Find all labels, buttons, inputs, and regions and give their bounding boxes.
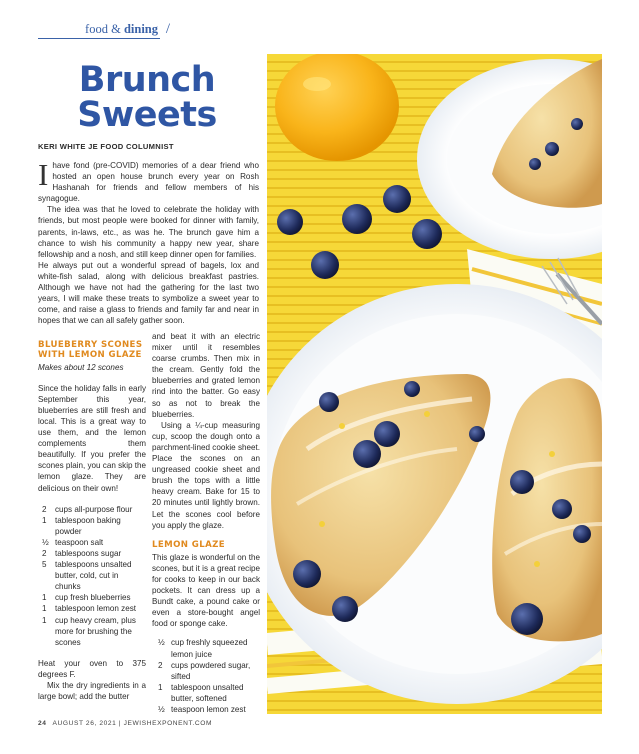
ingredient-item: ½ teaspoon salt <box>42 537 104 547</box>
recipe-intro: Since the holiday falls in early September this year, blueberries are still fresh and local. This is a great way to use them, and the lemon complements them beautifully. If you prefer the scones plain, you can skip the lemon glaze. They are delicious on their own! <box>38 383 146 493</box>
headline <box>38 60 256 135</box>
intro-paragraph-2: The idea was that he loved to celebrate the holiday with friends, but most people were booked for dinner with family, parents, in-laws, etc., as was he. The brunch gave him a chance to wish his community a happy new year, share fellowship and a nosh, and still keep dinner open for families. <box>38 205 259 259</box>
headline-line2: Sweets <box>77 95 217 135</box>
glaze-ingredient-item: ½ teaspoon lemon zest <box>158 705 246 714</box>
footer-info: AUGUST 26, 2021 | JEWISHEXPONENT.COM <box>52 720 213 727</box>
page-number: 24 <box>38 720 47 727</box>
ingredient-item: 1 cup heavy cream, plus more for brushing the scones <box>42 615 136 647</box>
food-photo <box>267 54 602 714</box>
intro-paragraph-1: Ihave fond (pre-COVID) memories of a dear friend who hosted an open house brunch every year on Rosh Hashanah for friends and fellow members of his synagogue. <box>38 157 259 204</box>
glaze-title: LEMON GLAZE <box>152 539 226 550</box>
recipe-column-2 <box>152 331 260 715</box>
mix-step-continued: and beat it with an electric mixer until it resembles coarse crumbs. Then mix in the cream. Gently fold the blueberries and grated lemon rind into the batter. Go easy so as not to break the blueberries. <box>152 332 260 419</box>
intro-text <box>38 157 259 326</box>
page-footer <box>38 720 212 727</box>
ingredient-item: 1 tablespoon baking powder <box>42 515 121 536</box>
drop-cap: I <box>38 157 49 192</box>
recipe-column-1 <box>38 340 146 702</box>
recipe-yield: Makes about 12 scones <box>38 362 124 372</box>
ingredient-item: 5 tablespoons unsalted butter, cold, cut in chunks <box>42 560 132 592</box>
heat-step: Heat your oven to 375 degrees F. <box>38 658 146 679</box>
ingredient-item: 2 cups all-purpose flour <box>42 504 133 514</box>
glaze-text: This glaze is wonderful on the scones, but it is a great recipe for cooks to keep in our back pockets. It can dress up a Bundt cake, a pound cake or even a store-bought angel food or sponge cake. <box>152 552 260 629</box>
recipe-title: BLUEBERRY SCONES WITH LEMON GLAZE <box>38 340 143 361</box>
section-label: food & dining <box>82 22 158 37</box>
bake-step: Using a ¼-cup measuring cup, scoop the dough onto a parchment-lined cookie sheet. Place the scones on an ungreased cookie sheet and brush the tops with a little heavy cream. Bake for 15 to 20 minutes until lightly brown. Let the scones cool before you apply the glaze. <box>152 420 260 530</box>
mix-step: Mix the dry ingredients in a large bowl; add the butter <box>38 681 146 702</box>
section-tag <box>38 22 172 42</box>
glaze-ingredient-item: 2 cups powdered sugar, sifted <box>158 660 251 681</box>
glaze-ingredient-list <box>152 637 260 715</box>
glaze-ingredient-item: ½ cup freshly squeezed lemon juice <box>158 638 248 659</box>
lemon <box>275 54 399 161</box>
ingredient-list <box>38 504 146 648</box>
ingredient-item: 2 tablespoons sugar <box>42 549 122 558</box>
glaze-ingredient-item: 1 tablespoon unsalted butter, softened <box>158 682 244 703</box>
ingredient-item: 1 tablespoon lemon zest <box>42 604 136 614</box>
section-slash: / <box>165 21 170 37</box>
ingredient-item: 1 cup fresh blueberries <box>42 593 131 603</box>
section-rule <box>38 38 160 39</box>
intro-paragraph-3: He always put out a wonderful spread of bagels, lox and white-fish salad, along with delicious breakfast pastries. Although we have not had the gathering for the last two years, I will make these treats to symbolize a sweet year to come, and raise a glass to friends and family far and near in hopes that we can all safely gather soon. <box>38 260 259 326</box>
byline: KERI WHITE JE FOOD COLUMNIST <box>38 142 174 151</box>
headline-line1: Brunch <box>78 60 216 100</box>
food-photo-illustration <box>267 54 602 714</box>
